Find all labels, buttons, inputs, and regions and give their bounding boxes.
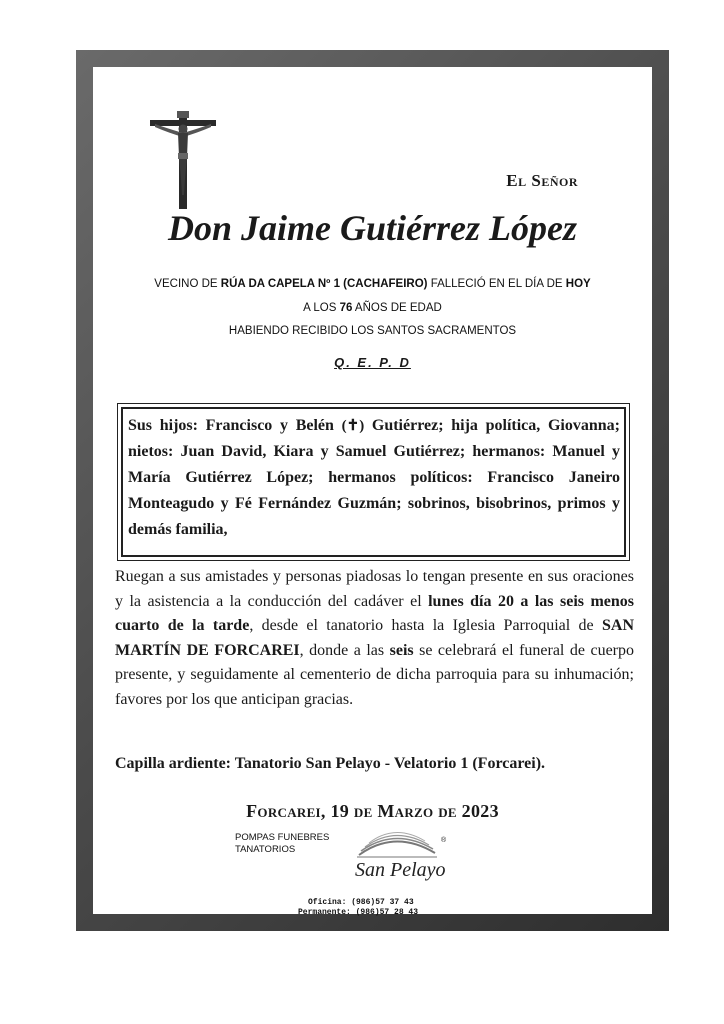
mourning-frame (76, 50, 669, 931)
deceased-name: Don Jaime Gutiérrez López (168, 208, 577, 248)
cross-icon: (✝) (341, 418, 365, 434)
sacraments-line: HABIENDO RECIBIDO LOS SANTOS SACRAMENTOS (228, 325, 517, 337)
family-box (117, 403, 630, 561)
crucifix-icon (147, 109, 219, 209)
funeral-home-services: POMPAS FUNEBRES TANATORIOS (235, 832, 330, 855)
registered-mark: ® (441, 837, 447, 844)
place-date: Forcarei, 19 de Marzo de 2023 (246, 801, 499, 821)
family-text: Sus hijos: Francisco y Belén (✝) Gutiérrez; hija política, Giovanna; nietos: Juan David, Kiara y Samuel Gutiérrez; hermanos: Manuel y María Gutiérrez López; hermanos políticos: Francisco Janeiro Monteagudo y Fé Fernández Guzmán; sobrinos, bisobrinos, primos y demás familia, (121, 407, 626, 557)
chapel-line: Capilla ardiente: Tanatorio San Pelayo - Velatorio 1 (Forcarei). (115, 755, 546, 772)
ceremony-paragraph: Ruegan a sus amistades y personas piadosas lo tengan presente en sus oraciones y la asistencia a la conducción del cadáver el lunes día 20 a las seis menos cuarto de la tarde, desde el tanatorio hasta la Iglesia Parroquial de SAN MARTÍN DE FORCAREI, donde a las seis se celebrará el funeral de cuerpo presente, y seguidamente al cementerio de dicha parroquia para su inhumación; favores por los que anticipan gracias. (115, 568, 635, 708)
contact-phones: Oficina: (986)57 37 43 Permanente: (986)57 28 43 (298, 898, 419, 917)
residence-line: VECINO DE RÚA DA CAPELA Nº 1 (CACHAFEIRO) FALLECIÓ EN EL DÍA DE HOY (154, 278, 591, 290)
age-line: A LOS 76 AÑOS DE EDAD (303, 302, 442, 314)
funeral-home-logo-text: San Pelayo (355, 859, 446, 881)
title-el-senor: El Señor (506, 171, 578, 190)
qepd-label: Q. E. P. D (334, 355, 411, 370)
notice-page (93, 67, 652, 917)
